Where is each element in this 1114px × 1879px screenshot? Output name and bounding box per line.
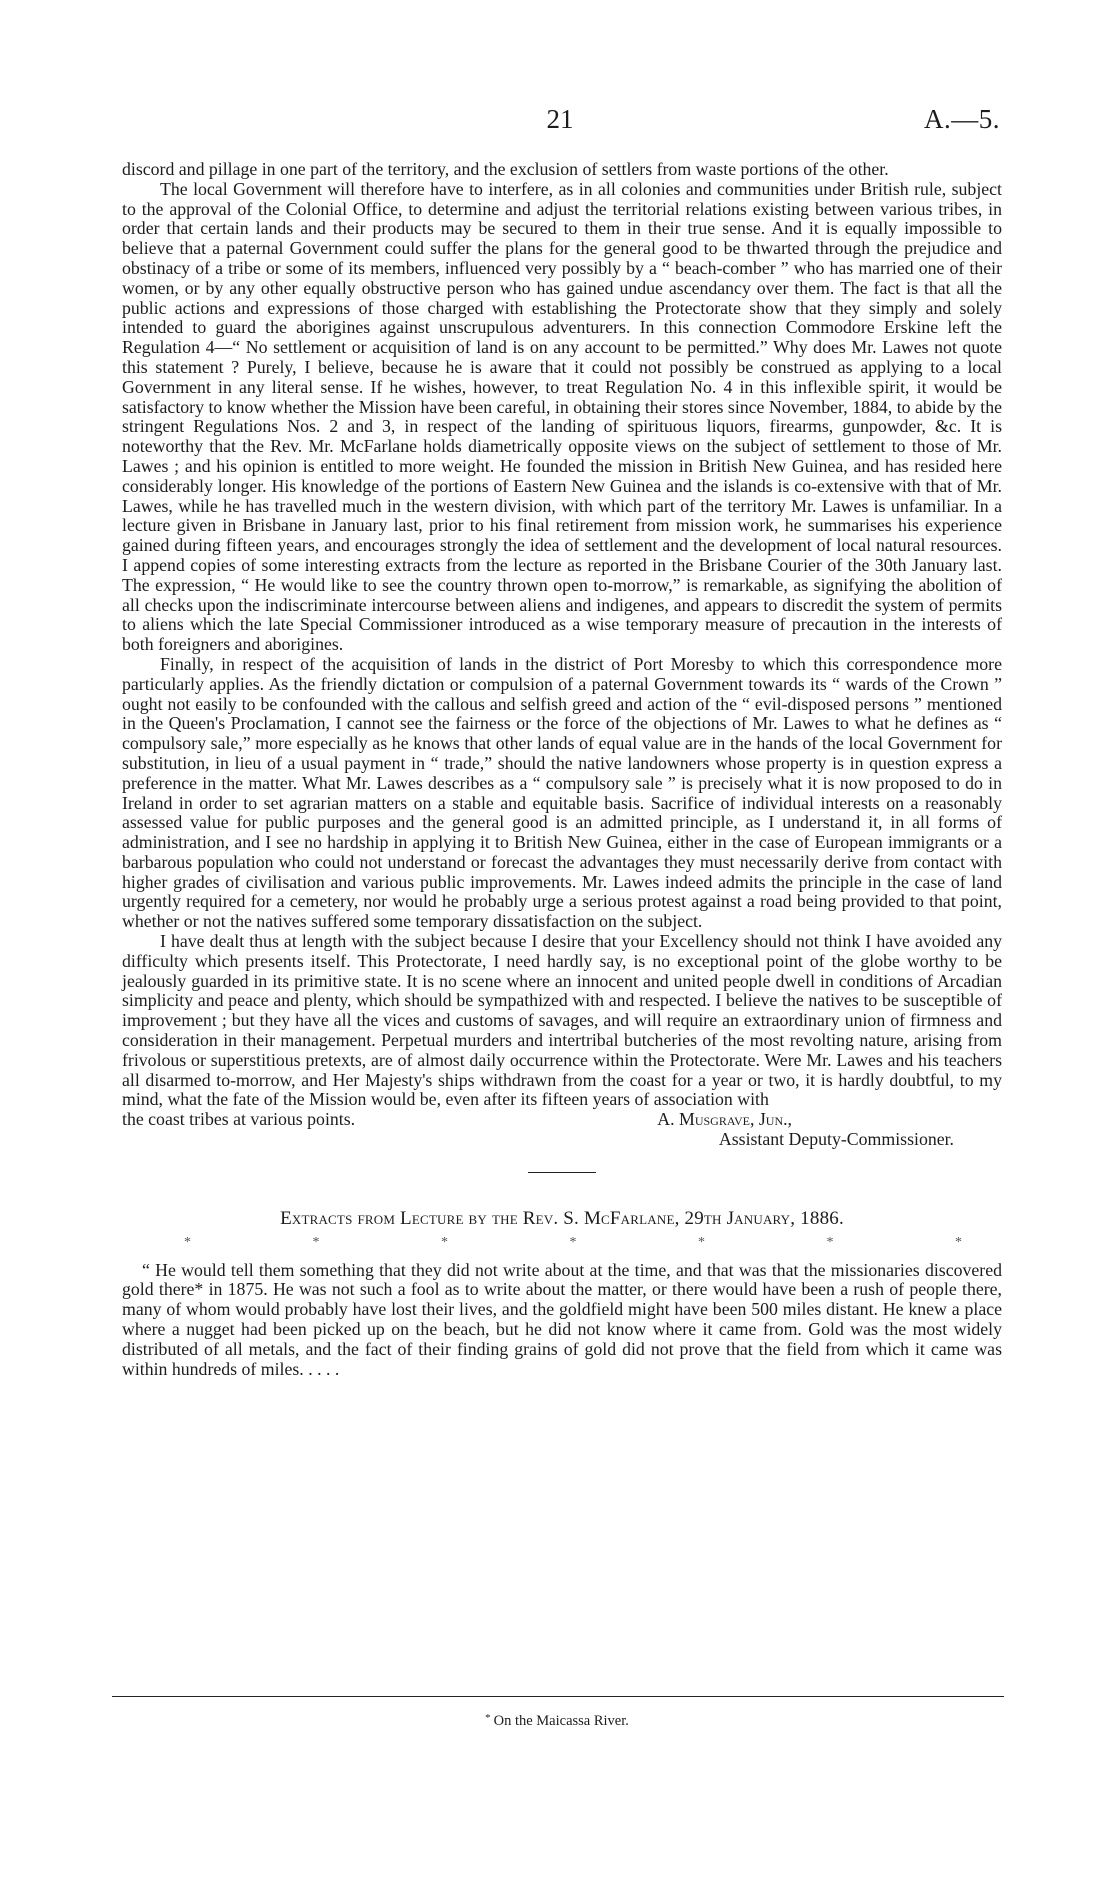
star-mark: * bbox=[184, 1234, 191, 1250]
section-divider bbox=[528, 1172, 596, 1173]
body-text bbox=[122, 160, 1002, 1379]
lecture-quote bbox=[122, 1261, 1002, 1380]
star-mark: * bbox=[312, 1234, 320, 1250]
star-mark: * bbox=[698, 1234, 705, 1250]
paragraph-local-government: The local Government will therefore have to interfere, as in all colonies and communities under British rule, subject to the approval of the Colonial Office, to determine and adjust the territorial relations existing between various tribes, in order that certain lands and their products may be secured to them in their true sense. And it is equally impossible to believe that a paternal Government could suffer the plans for the general good to be thwarted through the prejudice and obstinacy of a tribe or some of its members, influenced very possibly by a “ beach-comber ” who has married one of their women, or by any other equally obstructive person who has gained undue ascendancy over them. The fact is that all the public actions and expressions of those charged with establishing the Protectorate show that they simply and solely intended to guard the aborigines against unscrupulous adventurers. In this connection Commodore Erskine left the Regulation 4—“ No settlement or acquisition of land is on any account to be permitted.” Why does Mr. Lawes not quote this statement ? Purely, I believe, because he is aware that it could not possibly be construed as applying to a local Government in any literal sense. If he wishes, however, to treat Regulation No. 4 in this inflexible spirit, it would be satisfactory to know whether the Mission have been careful, in obtaining their stores since November, 1884, to abide by the stringent Regulations Nos. 2 and 3, in respect of the landing of spirituous liquors, firearms, gunpowder, &c. It is noteworthy that the Rev. Mr. McFarlane holds diametrically opposite views on the subject of settlement to those of Mr. Lawes ; and his opinion is entitled to more weight. He founded the mission in British New Guinea, and has resided here considerably longer. His knowledge of the portions of Eastern New Guinea and the islands is co-extensive with that of Mr. Lawes, while he has travelled much in the western division, with which part of the territory Mr. Lawes is unfamiliar. In a lecture given in Brisbane in January last, prior to his final retirement from mission work, he summarises his experience gained during fifteen years, and encourages strongly the idea of settlement and the development of local natural resources. I append copies of some interesting extracts from the lecture as reported in the Brisbane Courier of the 30th January last. The expression, “ He would like to see the country thrown open to-morrow,” is remarkable, as signifying the abolition of all checks upon the indiscriminate intercourse between aliens and indigenes, and appears to discredit the system of permits to aliens which the late Special Commissioner introduced as a wise temporary measure of precaution in the interests of both foreigners and aborigines. bbox=[122, 178, 1002, 655]
quote-paragraph: “ He would tell them something that they did not write about at the time, and that was that the missionaries discovered gold there* in 1875. He was not such a fool as to write about the matter, or there would have been a rush of people there, many of whom would probably have lost their lives, and the goldfield might have been 500 miles distant. He knew a place where a nugget had been picked up on the beach, but he did not know where it came from. Gold was the most widely distributed of all metals, and the fact of their finding grains of gold did not prove that the field from which it came was within hundreds of miles. . . . . bbox=[122, 1259, 1002, 1379]
document-reference: A.—5. bbox=[924, 104, 1000, 134]
closing-line: the coast tribes at various points. bbox=[122, 1109, 356, 1130]
footnote-rule bbox=[112, 1696, 1004, 1697]
paragraph-continuation: discord and pillage in one part of the territory, and the exclusion of settlers from waste portions of the other. bbox=[122, 159, 889, 179]
paragraph-dealt-at-length: I have dealt thus at length with the subject because I desire that your Excellency should not think I have avoided any difficulty which presents itself. This Protectorate, I need hardly say, is no exceptional point of the globe worthy to be jealously guarded in its primitive state. It is no scene where an innocent and united people dwell in conditions of Arcadian simplicity and peace and plenty, which should be sympathized with and respected. I believe the natives to be susceptible of improvement ; but they have all the vices and customs of savages, and will require an extraordinary union of firmness and consideration in their management. Perpetual murders and intertribal butcheries of the most revolting nature, arising from frivolous or superstitious pretexts, are of almost daily occurrence within the Protectorate. Were Mr. Lawes and his teachers all disarmed to-morrow, and Her Majesty's ships withdrawn from the coast for a year or two, it is hardly doubtful, to my mind, what the fate of the Mission would be, even after its fifteen years of association with bbox=[122, 931, 1002, 1110]
star-mark: * bbox=[955, 1234, 962, 1250]
signatory-name: A. Musgrave, Jun., bbox=[657, 1109, 792, 1130]
extract-heading: Extracts from Lecture by the Rev. S. McFarlane, 29th January, 1886. bbox=[280, 1207, 844, 1229]
footnote-text: On the Maicassa River. bbox=[493, 1713, 629, 1729]
page-number: 21 bbox=[546, 104, 574, 134]
star-mark: * bbox=[441, 1234, 448, 1250]
star-mark: * bbox=[826, 1234, 834, 1250]
footnote bbox=[0, 1712, 1114, 1730]
star-mark: * bbox=[569, 1234, 577, 1250]
footnote-mark: * bbox=[485, 1712, 491, 1724]
ellipsis-stars bbox=[122, 1233, 1002, 1253]
signature-line bbox=[122, 1110, 1002, 1130]
paragraph-acquisition-of-lands: Finally, in respect of the acquisition of lands in the district of Port Moresby to which this correspondence more particularly applies. As the friendly dictation or compulsion of a paternal Government towards its “ wards of the Crown ” ought not easily to be confounded with the callous and selfish greed and action of the “ evil-disposed persons ” mentioned in the Queen's Proclamation, I cannot see the fairness or the force of the objections of Mr. Lawes to what he defines as “ compulsory sale,” more especially as he knows that other lands of equal value are in the hands of the local Government for substitution, in lieu of a usual payment in “ trade,” should the native landowners whose property is in question express a preference in the matter. What Mr. Lawes describes as a “ compulsory sale ” is precisely what it is now proposed to do in Ireland in order to set agrarian matters on a stable and equitable basis. Sacrifice of individual interests on a reasonably assessed value for public purposes and the general good is an admitted principle, as I understand it, in all forms of administration, and I see no hardship in applying it to British New Guinea, either in the case of European immigrants or a barbarous population who could not understand or forecast the advantages they must necessarily derive from contact with higher grades of civilisation and various public improvements. Mr. Lawes indeed admits the principle in the case of land urgently required for a cemetery, nor would he probably urge a serious protest against a road being provided to that point, whether or not the natives suffered some temporary dissatisfaction on the subject. bbox=[122, 653, 1002, 932]
signatory-title: Assistant Deputy-Commissioner. bbox=[718, 1129, 954, 1150]
